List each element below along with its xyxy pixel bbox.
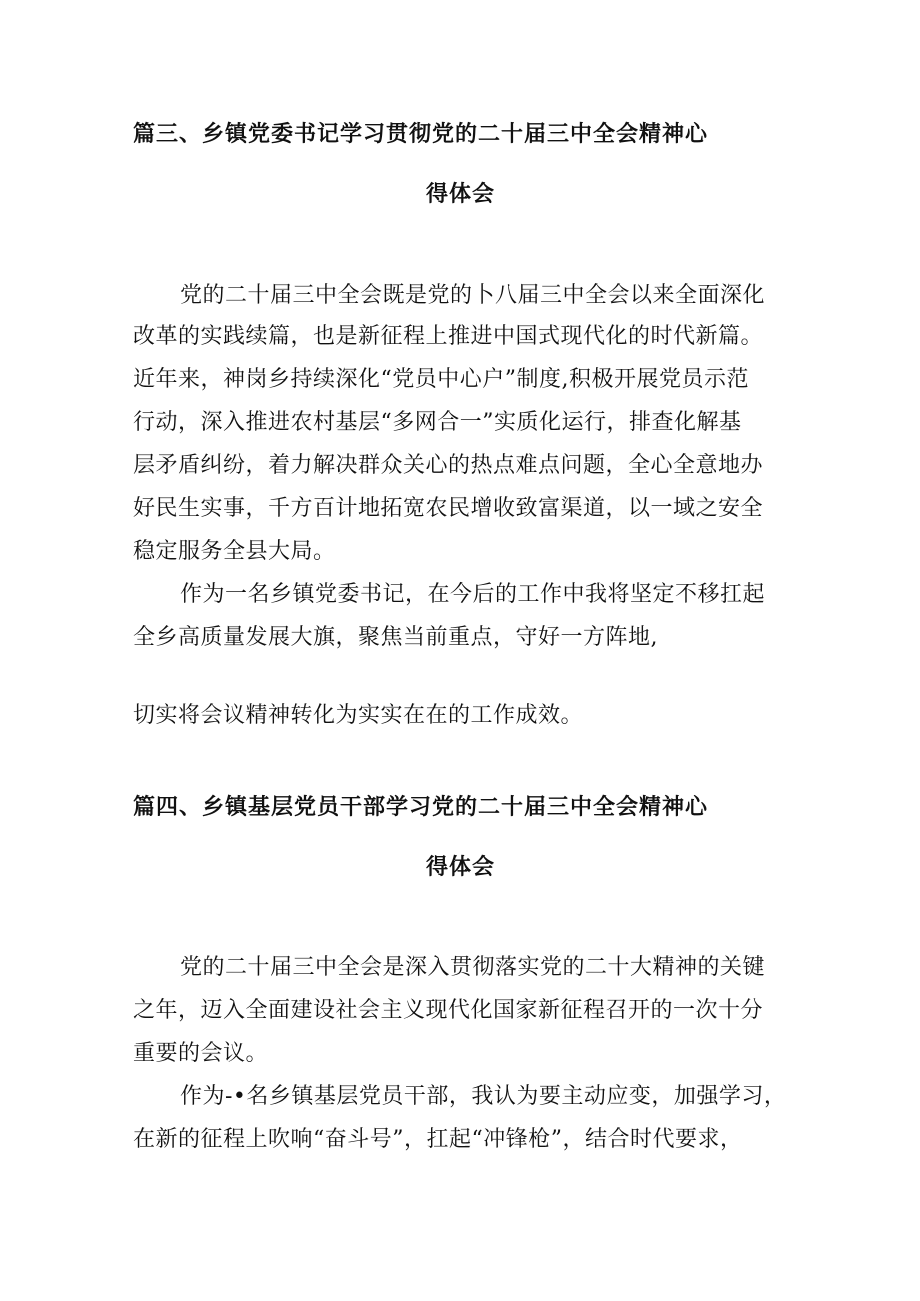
section4-p1-line3: 重要的会议。 <box>133 1041 269 1066</box>
section3-p1-line3: 近年来，神岗乡持续深化“党员中心户”制度,积极开展党员示范 <box>133 367 749 392</box>
section4-p2-line2: 在新的征程上吹响“奋斗号”，扛起“冲锋枪”，结合时代要求， <box>133 1127 743 1152</box>
section4-p1-line1: 党的二十届三中全会是深入贯彻落实党的二十大精神的关键 <box>180 955 766 980</box>
section3-p1-line5: 层矛盾纠纷，着力解决群众关心的热点难点问题，全心全意地办 <box>133 453 764 478</box>
section3-title-line2: 得体会 <box>426 181 496 207</box>
section3-p2-line2: 全乡高质量发展大旗，聚焦当前重点，守好一方阵地, <box>133 625 658 650</box>
section3-p1-line7: 稳定服务全县大局。 <box>133 539 336 564</box>
section3-p1-line4: 行动，深入推进农村基层“多网合一”实质化运行，排查化解基 <box>133 410 742 435</box>
section4-title-line2: 得体会 <box>426 854 496 880</box>
section4-p2-line1: 作为-•名乡镇基层党员干部，我认为要主动应变，加强学习， <box>180 1084 787 1109</box>
section4-title-line1: 篇四、乡镇基层党员干部学习党的二十届三中全会精神心 <box>133 794 709 820</box>
section3-title-line1: 篇三、乡镇党委书记学习贯彻党的二十届三中全会精神心 <box>133 121 709 147</box>
section3-p1-line2: 改革的实践续篇，也是新征程上推进中国式现代化的时代新篇。 <box>133 324 764 349</box>
section4-p1-line2: 之年，迈入全面建设社会主义现代化国家新征程召开的一次十分 <box>133 998 764 1023</box>
section3-p3-line1: 切实将会议精神转化为实实在在的工作成效。 <box>133 703 584 728</box>
section3-p1-line1: 党的二十届三中全会既是党的卜八届三中全会以来全面深化 <box>180 283 766 308</box>
section3-p1-line6: 好民生实事，千方百计地拓宽农民增收致富渠道，以一域之安全 <box>133 496 764 521</box>
section3-p2-line1: 作为一名乡镇党委书记，在今后的工作中我将坚定不移扛起 <box>180 582 766 607</box>
